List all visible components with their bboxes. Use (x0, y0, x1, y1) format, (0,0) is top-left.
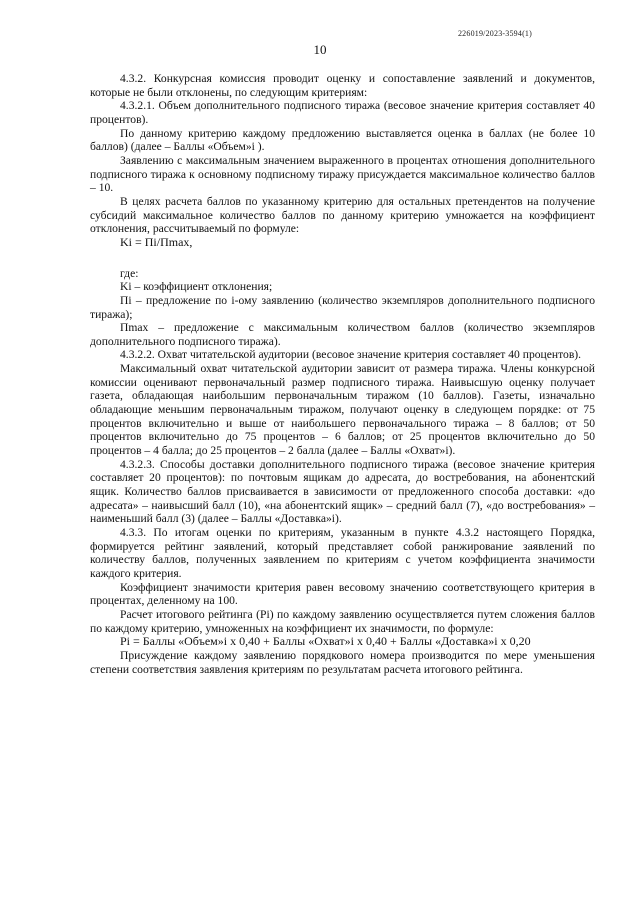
definition-pi: Пi – предложение по i-ому заявлению (количество экземпляров дополнительного подписного тиража); (90, 293, 595, 321)
paragraph-4-3-3: 4.3.3. По итогам оценки по критериям, указанным в пункте 4.3.2 настоящего Порядка, формируется рейтинг заявлений, который представляет собой ранжирование заявлений по количеству баллов, полученных заявлением по критериям с учетом коэффициента значимости каждого критерия. (90, 526, 595, 580)
paragraph-ranking: Присуждение каждому заявлению порядкового номера производится по мере уменьшения степени соответствия заявления критериям по результатам расчета итогового рейтинга. (90, 648, 595, 676)
paragraph-significance-coefficient: Коэффициент значимости критерия равен весовому значению соответствующего критерия в процентах, деленному на 100. (90, 580, 595, 608)
paragraph-final-rating: Расчет итогового рейтинга (Pi) по каждому заявлению осуществляется путем сложения баллов по каждому критерию, умноженных на коэффициент их значимости, по формуле: (90, 607, 595, 635)
formula-deviation-coefficient: Ki = Пi/Пmax, (120, 234, 193, 249)
paragraph-4-3-2-3: 4.3.2.3. Способы доставки дополнительного подписного тиража (весовое значение критерия составляет 20 процентов): по почтовым ящикам до адресата, до востребования, на абонентский ящик. Количество баллов присваивается в зависимости от предложенного способа доставки: «до адресата» – наивысший балл (10), «на абонентский ящик» – средний балл (7), «до востребования» – наименьший балл (3) (далее – Баллы «Доставка»i). (90, 457, 595, 526)
page-number: 10 (313, 42, 327, 57)
definition-pmax: Пmax – предложение с максимальным количеством баллов (количество экземпляров дополнительного подписного тиража). (90, 321, 595, 348)
paragraph-4-3-2-1: 4.3.2.1. Объем дополнительного подписного тиража (весовое значение критерия составляет 40 процентов). (90, 99, 595, 126)
formula-where-label: где: (120, 266, 139, 280)
document-id: 226019/2023-3594(1) (457, 29, 532, 38)
paragraph-max-score: Заявлению с максимальным значением выраженного в процентах отношения дополнительного подписного тиража к основному подписному тиражу присуждается максимальное количество баллов – 10. (90, 153, 595, 195)
paragraph-volume-score: По данному критерию каждому предложению выставляется оценка в баллах (не более 10 баллов) (далее – Баллы «Объем»i ). (90, 126, 595, 154)
paragraph-audience-reach: Максимальный охват читательской аудитории зависит от размера тиража. Члены конкурсной комиссии оценивают первоначальный размер подписного тиража. Наивысшую оценку получает газета, обладающая наибольшим первоначальным тиражом (10 баллов). Газеты, изначально обладающие меньшим первоначальным тиражом, получают оценку в следующем порядке: от 75 процентов включительно и выше от наибольшего первоначального тиража – 8 баллов; от 50 процентов включительно до 75 процентов – 6 баллов; от 25 процентов включительно до 50 процентов – 4 балла; до 25 процентов – 2 балла (далее – Баллы «Охват»i). (90, 362, 595, 458)
document-body (90, 72, 595, 676)
paragraph-4-3-2: 4.3.2. Конкурсная комиссия проводит оценку и сопоставление заявлений и документов, которые не были отклонены, по следующим критериям: (90, 72, 595, 99)
paragraph-deviation-calc: В целях расчета баллов по указанному критерию для остальных претендентов на получение субсидий максимальное количество баллов по данному критерию умножается на коэффициент отклонения, рассчитываемый по формуле: (90, 194, 595, 236)
paragraph-4-3-2-2: 4.3.2.2. Охват читательской аудитории (весовое значение критерия составляет 40 процентов). (120, 348, 582, 362)
definition-ki: Ki – коэффициент отклонения; (120, 280, 273, 294)
formula-final-rating: Pi = Баллы «Объем»i x 0,40 + Баллы «Охват»i x 0,40 + Баллы «Доставка»i x 0,20 (120, 634, 531, 649)
